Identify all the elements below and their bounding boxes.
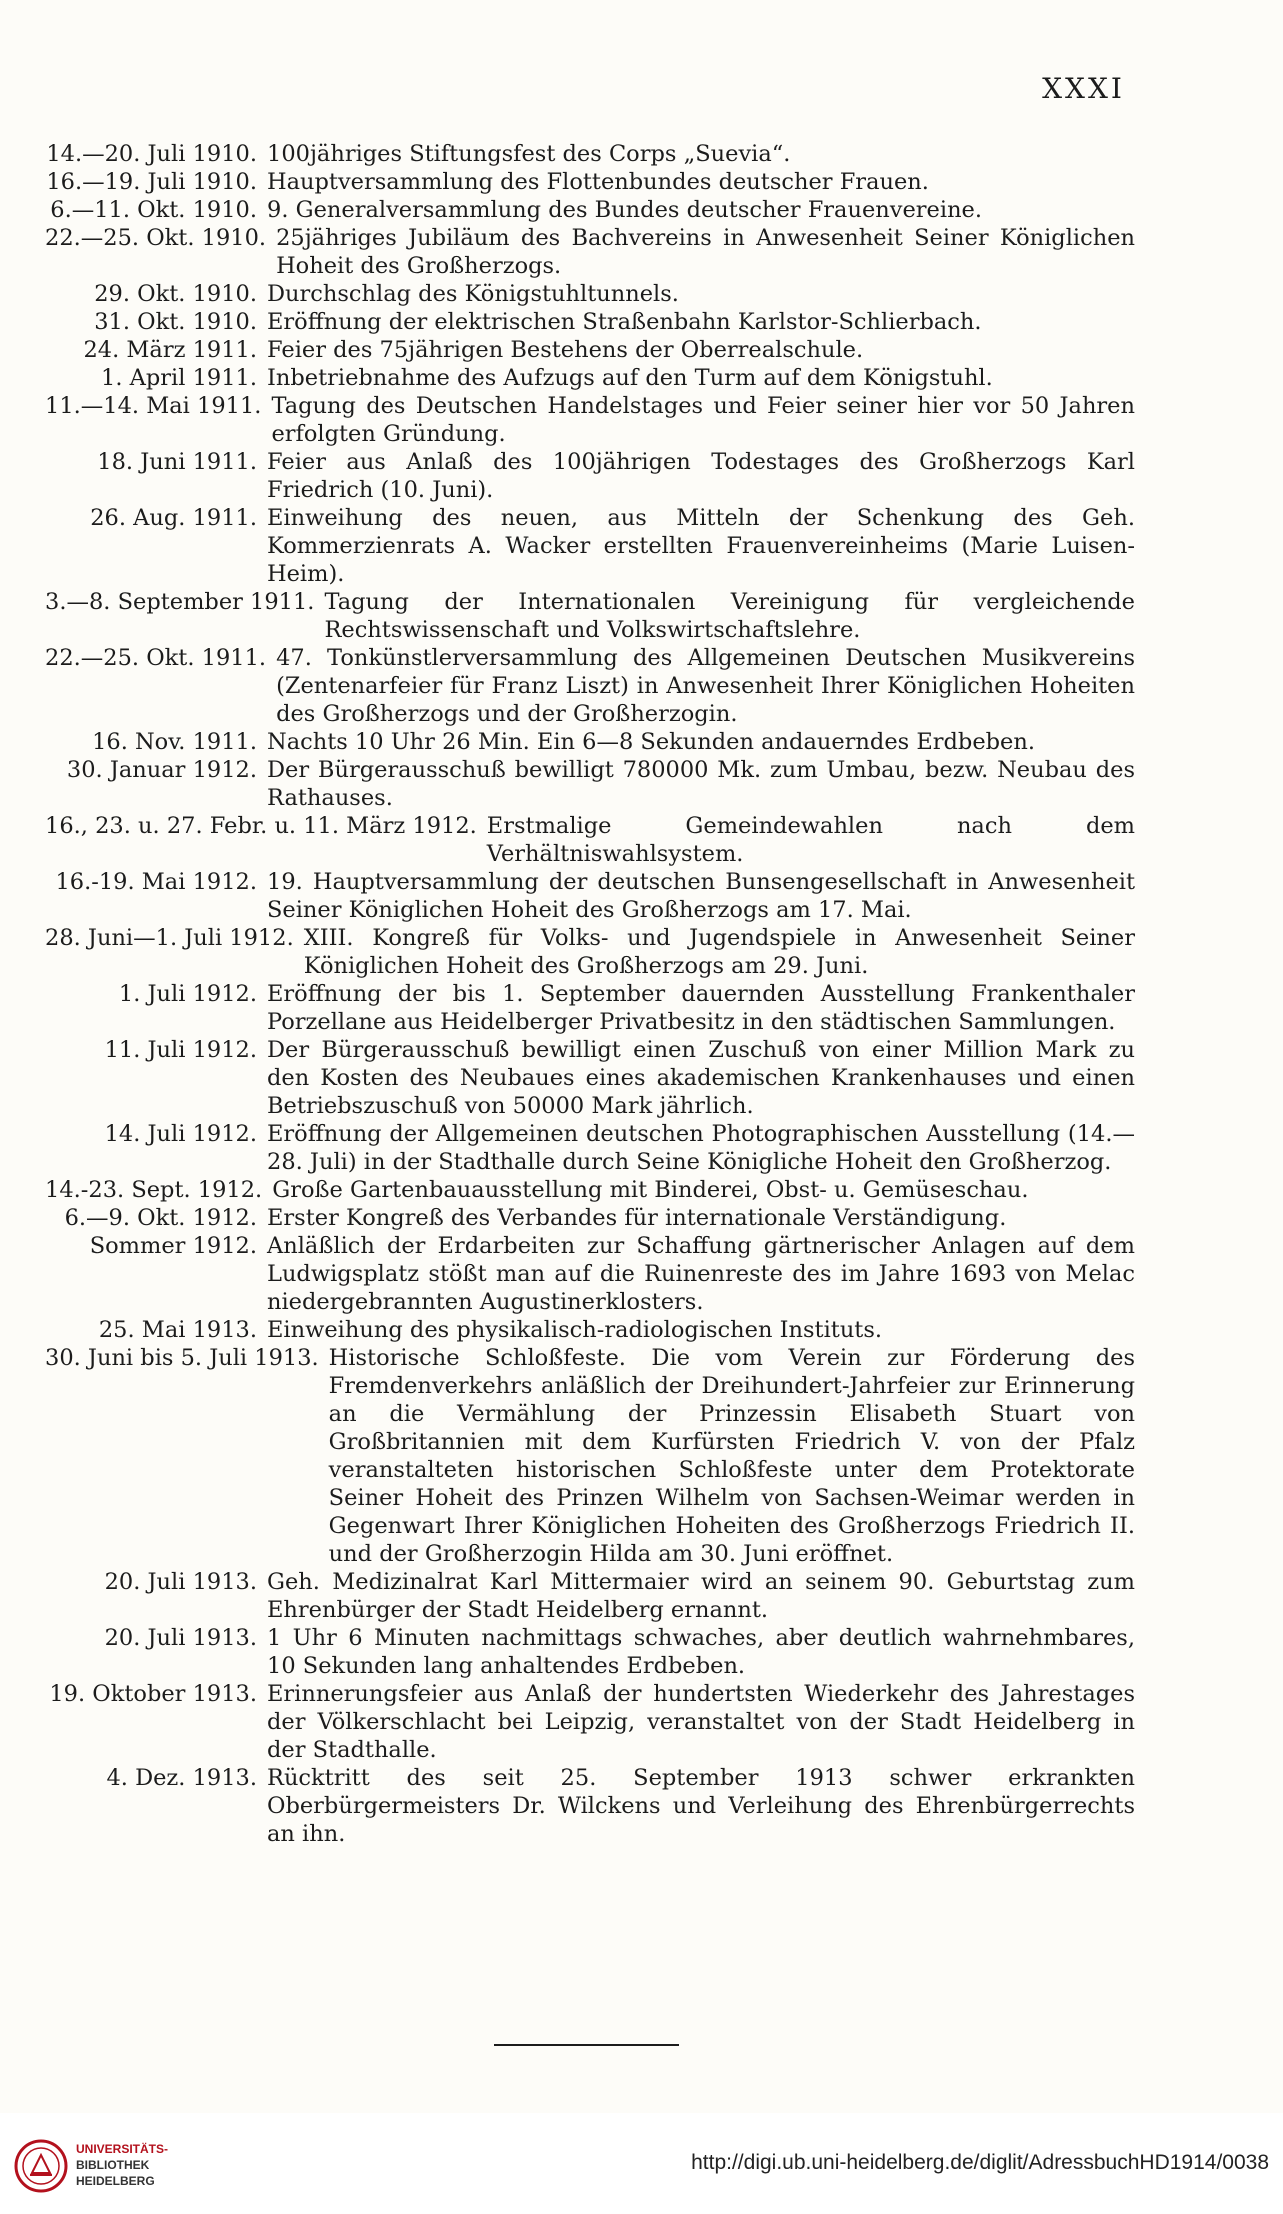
entry-text: Historische Schloßfeste. Die vom Verein zur Förderung des Fremdenverkehrs anläßlich der Dreihundert-Jahrfeier zur Erinnerung an die Vermählung der Prinzessin Elisabeth Stuart von Großbritannien mit dem Kurfürsten Friedrich V. von der Pfalz veranstalteten historischen Schloßfeste unter dem Protektorate Seiner Hoheit des Prinzen Wilhelm von Sachsen-Weimar werden in Gegenwart Ihrer Königlichen Hoheiten des Großherzogs Friedrich II. und der Großherzogin Hilda am 30. Juni eröffnet. — [328, 1345, 1135, 1567]
university-library-seal-icon — [14, 2139, 68, 2193]
chronicle-entry — [45, 588, 1135, 644]
entry-date: 18. Juni 1911. — [97, 449, 257, 475]
entry-text: XIII. Kongreß für Volks- und Jugendspiele in Anwesenheit Seiner Königlichen Hoheit des Großherzogs am 29. Juni. — [303, 925, 1135, 979]
chronicle-entry — [45, 1316, 1135, 1344]
entry-text: Eröffnung der Allgemeinen deutschen Photographischen Ausstellung (14.—28. Juli) in der Stadthalle durch Seine Königliche Hoheit den Großherzog. — [267, 1121, 1135, 1175]
entry-date: 31. Okt. 1910. — [94, 309, 257, 335]
entry-text: Erstmalige Gemeindewahlen nach dem Verhältniswahlsystem. — [486, 813, 1135, 867]
end-divider — [494, 2044, 679, 2046]
entry-date: 30. Januar 1912. — [66, 757, 257, 783]
chronicle-entry — [45, 1036, 1135, 1120]
chronicle-entry — [45, 504, 1135, 588]
entry-text: 100jähriges Stiftungsfest des Corps „Suevia“. — [267, 141, 791, 167]
chronicle-entry — [45, 1120, 1135, 1176]
entry-text: 9. Generalversammlung des Bundes deutscher Frauenvereine. — [267, 197, 983, 223]
entry-text: Einweihung des physikalisch-radiologischen Instituts. — [267, 1317, 883, 1343]
entry-date: 14.-23. Sept. 1912. — [45, 1177, 263, 1203]
entry-date: 3.—8. September 1911. — [45, 589, 315, 615]
entry-date: 1. Juli 1912. — [118, 981, 257, 1007]
chronicle-entry — [45, 1568, 1135, 1624]
chronicle-entry — [45, 1232, 1135, 1316]
entry-date: 16.—19. Juli 1910. — [46, 169, 257, 195]
chronicle-entry — [45, 364, 1135, 392]
chronicle-entry — [45, 280, 1135, 308]
entry-text: Geh. Medizinalrat Karl Mittermaier wird an seinem 90. Geburtstag zum Ehrenbürger der Stadt Heidelberg ernannt. — [267, 1569, 1135, 1623]
library-name — [76, 2141, 168, 2189]
entry-text: 1 Uhr 6 Minuten nachmittags schwaches, aber deutlich wahrnehmbares, 10 Sekunden lang anhaltendes Erdbeben. — [267, 1625, 1135, 1679]
entry-text: Hauptversammlung des Flottenbundes deutscher Frauen. — [267, 169, 929, 195]
chronicle-entry — [45, 196, 1135, 224]
entry-date: 24. März 1911. — [83, 337, 257, 363]
entry-date: 20. Juli 1913. — [104, 1569, 257, 1595]
entry-date: 11.—14. Mai 1911. — [45, 393, 262, 419]
chronicle-entry — [45, 168, 1135, 196]
chronicle-entry — [45, 392, 1135, 448]
chronicle-entry — [45, 308, 1135, 336]
chronicle-entry — [45, 224, 1135, 280]
source-url-link[interactable]: http://digi.ub.uni-heidelberg.de/diglit/AdressbuchHD1914/0038 — [691, 2151, 1269, 2174]
entry-date: 16. Nov. 1911. — [92, 729, 257, 755]
entry-date: 4. Dez. 1913. — [106, 1765, 257, 1791]
chronicle-entry — [45, 1176, 1135, 1204]
chronicle-entry — [45, 1624, 1135, 1680]
entry-text: Eröffnung der bis 1. September dauernden Ausstellung Frankenthaler Porzellane aus Heidelberger Privatbesitz in den städtischen Sammlungen. — [267, 981, 1135, 1035]
chronicle-entry — [45, 1344, 1135, 1568]
entry-text: Der Bürgerausschuß bewilligt 780000 Mk. zum Umbau, bezw. Neubau des Rathauses. — [267, 757, 1135, 811]
chronicle-entry — [45, 812, 1135, 868]
entry-text: Durchschlag des Königstuhltunnels. — [267, 281, 679, 307]
entry-date: 1. April 1911. — [101, 365, 257, 391]
entry-text: Große Gartenbauausstellung mit Binderei, Obst- u. Gemüseschau. — [272, 1177, 1029, 1203]
entry-date: 22.—25. Okt. 1910. — [45, 225, 267, 251]
entry-date: 26. Aug. 1911. — [90, 505, 257, 531]
chronicle-entry — [45, 448, 1135, 504]
page-number: XXXI — [1042, 72, 1125, 105]
library-name-line: UNIVERSITÄTS- — [76, 2142, 169, 2156]
entry-date: 22.—25. Okt. 1911. — [45, 645, 267, 671]
entry-text: 19. Hauptversammlung der deutschen Bunsengesellschaft in Anwesenheit Seiner Königlichen Hoheit des Großherzogs am 17. Mai. — [267, 869, 1135, 923]
chronicle-list — [45, 140, 1135, 1848]
entry-text: Erinnerungsfeier aus Anlaß der hundertsten Wiederkehr des Jahrestages der Völkerschlacht bei Leipzig, veranstaltet von der Stadt Heidelberg in der Stadthalle. — [267, 1681, 1135, 1763]
entry-text: Anläßlich der Erdarbeiten zur Schaffung gärtnerischer Anlagen auf dem Ludwigsplatz stößt man auf die Ruinenreste des im Jahre 1693 von Melac niedergebrannten Augustinerklosters. — [267, 1233, 1135, 1315]
entry-date: 25. Mai 1913. — [98, 1317, 257, 1343]
entry-text: Rücktritt des seit 25. September 1913 schwer erkrankten Oberbürgermeisters Dr. Wilckens und Verleihung des Ehrenbürgerrechts an ihn. — [267, 1765, 1135, 1847]
chronicle-entry — [45, 140, 1135, 168]
chronicle-entry — [45, 924, 1135, 980]
entry-date: 30. Juni bis 5. Juli 1913. — [45, 1345, 319, 1371]
entry-date: 16.-19. Mai 1912. — [55, 869, 257, 895]
entry-date: 14.—20. Juli 1910. — [46, 141, 257, 167]
entry-date: 19. Oktober 1913. — [49, 1681, 257, 1707]
footer-bar — [0, 2113, 1283, 2214]
chronicle-entry — [45, 1204, 1135, 1232]
chronicle-entry — [45, 336, 1135, 364]
entry-date: 14. Juli 1912. — [104, 1121, 257, 1147]
chronicle-entry — [45, 1680, 1135, 1764]
entry-date: 20. Juli 1913. — [104, 1625, 257, 1651]
entry-date: 6.—11. Okt. 1910. — [50, 197, 257, 223]
entry-text: Tagung des Deutschen Handelstages und Feier seiner hier vor 50 Jahren erfolgten Gründung. — [271, 393, 1135, 447]
chronicle-entry — [45, 756, 1135, 812]
entry-date: 16., 23. u. 27. Febr. u. 11. März 1912. — [45, 813, 477, 839]
entry-text: Tagung der Internationalen Vereinigung für vergleichende Rechtswissenschaft und Volkswirtschaftslehre. — [324, 589, 1135, 643]
entry-text: Eröffnung der elektrischen Straßenbahn Karlstor-Schlierbach. — [267, 309, 982, 335]
chronicle-entry — [45, 728, 1135, 756]
chronicle-entry — [45, 868, 1135, 924]
entry-text: Einweihung des neuen, aus Mitteln der Schenkung des Geh. Kommerzienrats A. Wacker erstellten Frauenvereinheims (Marie Luisen-Heim). — [267, 505, 1135, 587]
entry-date: 6.—9. Okt. 1912. — [64, 1205, 257, 1231]
entry-text: Der Bürgerausschuß bewilligt einen Zuschuß von einer Million Mark zu den Kosten des Neubaues eines akademischen Krankenhauses und einen Betriebszuschuß von 50000 Mark jährlich. — [267, 1037, 1135, 1119]
entry-text: Nachts 10 Uhr 26 Min. Ein 6—8 Sekunden andauerndes Erdbeben. — [267, 729, 1035, 755]
entry-date: 11. Juli 1912. — [104, 1037, 257, 1063]
chronicle-entry — [45, 980, 1135, 1036]
entry-text: Feier aus Anlaß des 100jährigen Todestages des Großherzogs Karl Friedrich (10. Juni). — [267, 449, 1135, 503]
entry-text: 25jähriges Jubiläum des Bachvereins in Anwesenheit Seiner Königlichen Hoheit des Großherzogs. — [276, 225, 1135, 279]
library-name-line: HEIDELBERG — [76, 2174, 155, 2188]
entry-date: 28. Juni—1. Juli 1912. — [45, 925, 294, 951]
chronicle-entry — [45, 644, 1135, 728]
entry-text: 47. Tonkünstlerversammlung des Allgemeinen Deutschen Musikvereins (Zentenarfeier für Franz Liszt) in Anwesenheit Ihrer Königlichen Hoheiten des Großherzogs und der Großherzogin. — [276, 645, 1135, 727]
entry-date: Sommer 1912. — [89, 1233, 257, 1259]
chronicle-entry — [45, 1764, 1135, 1848]
library-name-line: BIBLIOTHEK — [76, 2158, 150, 2172]
entry-text: Inbetriebnahme des Aufzugs auf den Turm auf dem Königstuhl. — [267, 365, 993, 391]
entry-date: 29. Okt. 1910. — [94, 281, 257, 307]
entry-text: Feier des 75jährigen Bestehens der Oberrealschule. — [267, 337, 864, 363]
entry-text: Erster Kongreß des Verbandes für internationale Verständigung. — [267, 1205, 1007, 1231]
